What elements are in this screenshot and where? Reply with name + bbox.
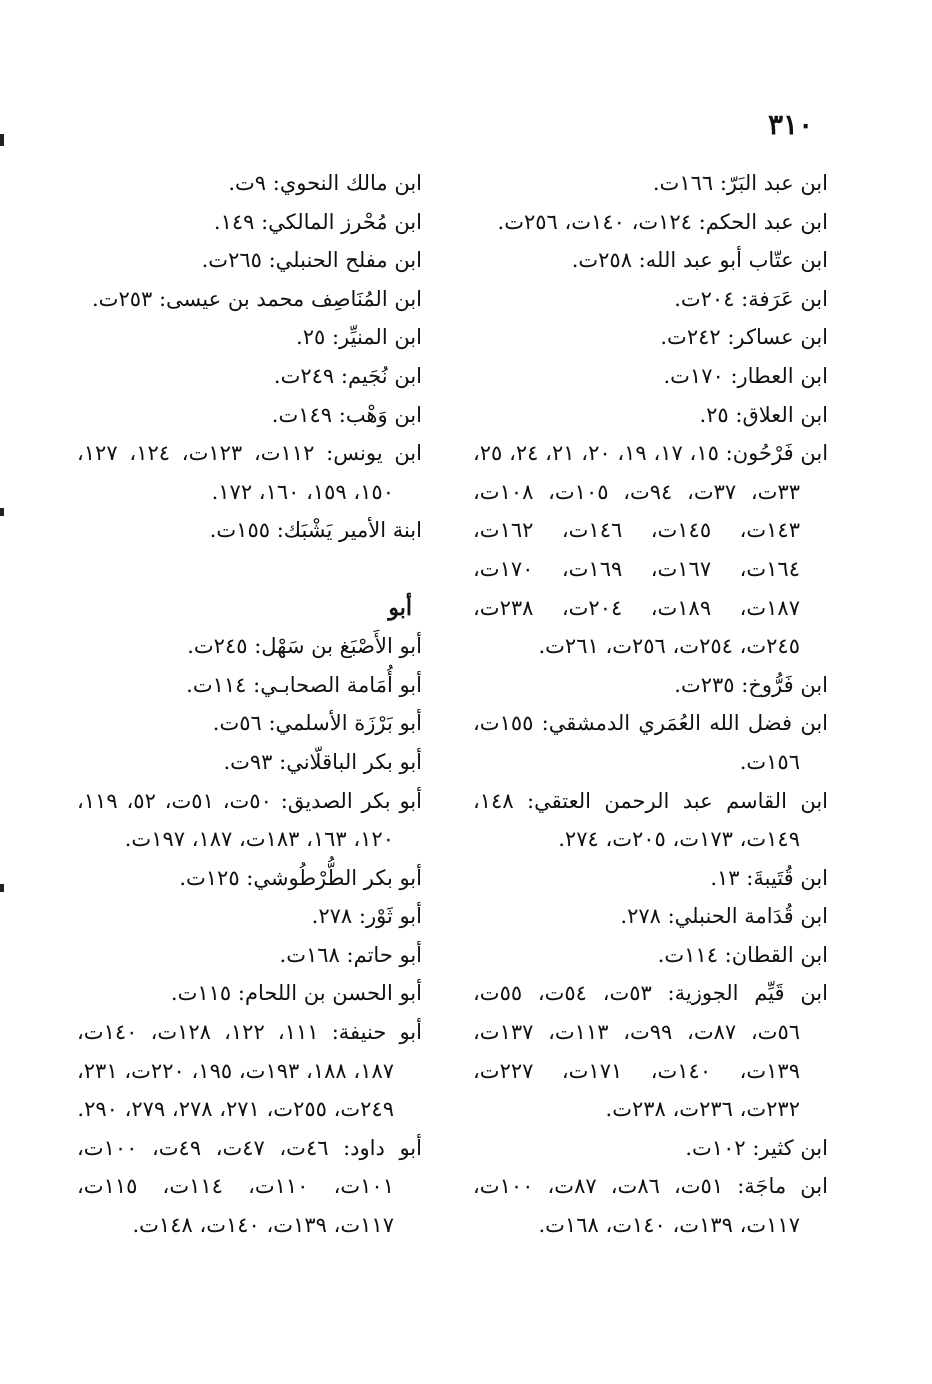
index-entry: ابن عتّاب أبو عبد الله: ٢٥٨ت. (571, 248, 828, 273)
index-entry: أبو داود: ٤٦ت، ٤٧ت، ٤٩ت، ١٠٠ت، ١٠١ت، ١١٠ت، ١١٤ت، ١١٥ت، ١١٧ت، ١٣٩ت، ١٤٠ت، ١٤٨ت. (77, 1135, 422, 1238)
index-entry: ابن قُتَيبةَ: ١٣. (710, 865, 828, 890)
index-entry: ابن نُجَيم: ٢٤٩ت. (273, 363, 422, 388)
scan-edge-mark (0, 508, 4, 516)
index-entry: ابن عساكر: ٢٤٢ت. (660, 325, 828, 350)
scan-edge-mark (0, 884, 4, 892)
index-entry: أبو الحسن بن اللحام: ١١٥ت. (170, 981, 422, 1006)
index-entry: ابن العلاق: ٢٥. (699, 402, 828, 427)
index-entry: ابن مالك النحوي: ٩ت. (228, 171, 422, 195)
index-entry: ابن فضل الله العُمَري الدمشقي: ١٥٥ت، ١٥٦ت. (473, 711, 828, 774)
index-entry: ابن مفلح الحنبلي: ٢٦٥ت. (201, 248, 422, 273)
index-entry: ابن ماجَة: ٥١ت، ٨٦ت، ٨٧ت، ١٠٠ت، ١١٧ت، ١٣٩ت، ١٤٠ت، ١٦٨ت. (473, 1174, 828, 1238)
section-heading: أبو (388, 594, 412, 621)
index-entry: ابن المنيِّر: ٢٥. (296, 325, 422, 350)
index-entry: ابن عَرَفة: ٢٠٤ت. (674, 286, 828, 311)
index-entry: ابن المُنَاصِف محمد بن عيسى: ٢٥٣ت. (92, 286, 422, 311)
index-entry: أبو بكر الطُّرْطُوشي: ١٢٥ت. (179, 865, 422, 890)
index-entry: ابن عبد البَرّ: ١٦٦ت. (652, 171, 828, 195)
index-entry: ابن عبد الحكم: ١٢٤ت، ١٤٠ت، ٢٥٦ت. (497, 209, 828, 234)
index-entry: أبو بَرْزَة الأسلمي: ٥٦ت. (212, 711, 422, 736)
index-entry: ابن القطان: ١١٤ت. (657, 942, 828, 967)
index-entry: ابن العطار: ١٧٠ت. (663, 363, 828, 388)
index-entry: ابن وَهْب: ١٤٩ت. (271, 402, 422, 427)
index-entry: ابن يونس: ١١٢ت، ١٢٣ت، ١٢٤، ١٢٧، ١٥٠، ١٥٩، ١٦٠، ١٧٢. (77, 441, 422, 504)
index-entry: ابن قُدَامة الحنبلي: ٢٧٨. (620, 904, 828, 929)
index-entry: أبو حاتم: ١٦٨ت. (279, 942, 422, 967)
index-column-right (473, 164, 828, 1245)
index-entry: أبو ثَوْر: ٢٧٨. (311, 904, 422, 929)
index-entry: أبو بكر الصديق: ٥٠ت، ٥١ت، ٥٢، ١١٩، ١٢٠، ١٦٣، ١٨٣ت، ١٨٧، ١٩٧ت. (77, 788, 422, 852)
section-spacer (77, 550, 422, 589)
index-entry: ابن فَرْحُون: ١٥، ١٧، ١٩، ٢٠، ٢١، ٢٤، ٢٥، ٣٣ت، ٣٧ت، ٩٤ت، ١٠٥ت، ١٠٨ت، ١٤٣ت، ١٤٥ت، ١٤٦ت، ١٦٢ت، ١٦٤ت، ١٦٧ت، ١٦٩ت، ١٧٠ت، ١٨٧ت، ١٨٩ت، ٢٠٤ت، ٢٣٨ت، ٢٤٥ت، ٢٥٤ت، ٢٥٦ت، ٢٦١ت. (473, 441, 829, 659)
scan-edge-mark (0, 134, 4, 146)
index-entry: ابن قَيِّم الجوزية: ٥٣ت، ٥٤ت، ٥٥ت، ٥٦ت، ٨٧ت، ٩٩ت، ١١٣ت، ١٣٧ت، ١٣٩ت، ١٤٠ت، ١٧١ت، ٢٢٧ت، ٢٣٢ت، ٢٣٦ت، ٢٣٨ت. (473, 981, 828, 1122)
index-entry: ابنة الأمير يَشْبَك: ١٥٥ت. (209, 518, 422, 543)
index-entry: ابن فَرُّوخ: ٢٣٥ت. (674, 672, 828, 697)
index-entry: ابن القاسم عبد الرحمن العتقي: ١٤٨، ١٤٩ت، ١٧٣ت، ٢٠٥ت، ٢٧٤. (473, 788, 828, 852)
page-number: ٣١٠ (768, 108, 814, 141)
index-entry: ابن مُحْرز المالكي: ١٤٩. (213, 209, 422, 234)
index-entry: أبو أُمَامة الصحابـي: ١١٤ت. (186, 672, 422, 697)
index-entry: ابن كثير: ١٠٢ت. (685, 1135, 828, 1160)
index-entry: أبو بكر الباقلّاني: ٩٣ت. (223, 749, 422, 774)
index-entry: أبو حنيفة: ١١١، ١٢٢، ١٢٨ت، ١٤٠ت، ١٨٧، ١٨٨، ١٩٣ت، ١٩٥، ٢٢٠ت، ٢٣١، ٢٤٩ت، ٢٥٥ت، ٢٧١، ٢٧٨، ٢٧٩، ٢٩٠. (77, 1020, 422, 1122)
index-entry: أبو الأَصْبَغ بن سَهْل: ٢٤٥ت. (187, 634, 422, 659)
index-column-left (77, 164, 422, 1245)
